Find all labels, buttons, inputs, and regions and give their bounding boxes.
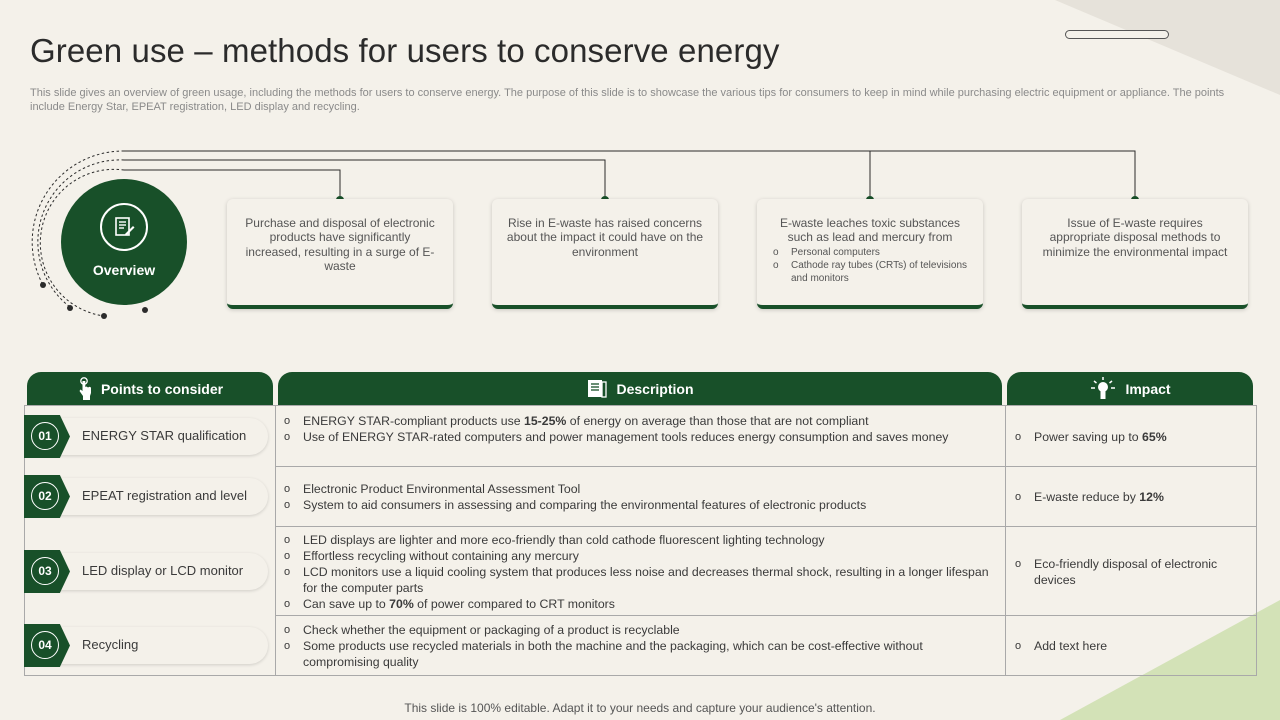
row-label: LED display or LCD monitor [82,563,244,578]
list-item: o ENERGY STAR-compliant products use 15-25% of energy on average than those that are not compliant [284,413,999,429]
overview-box [492,199,718,309]
overview-box-bullets [773,246,969,285]
row-label: Recycling [82,637,139,652]
list-item: o Electronic Product Environmental Assessment Tool [284,481,999,497]
page-title: Green use – methods for users to conserve energy [30,32,780,69]
list-item: o Power saving up to 65% [1015,429,1245,445]
row-description [284,481,999,513]
header-impact-label: Impact [1125,381,1171,397]
list-item: o Check whether the equipment or packaging of a product is recyclable [284,622,999,638]
row-impact [1015,638,1245,654]
row-number: 02 [31,482,59,510]
list-item: o Add text here [1015,638,1245,654]
list-item: o Some products use recycled materials in both the machine and the packaging, which can be cost-effective without compromising quality [284,638,999,670]
header-description-label: Description [616,381,694,397]
document-icon [100,203,148,251]
row-impact [1015,429,1245,445]
lightbulb-icon [1089,376,1117,402]
overview-label: Overview [92,262,156,278]
row-description [284,622,999,670]
list-item: o System to aid consumers in assessing and comparing the environmental features of electronic products [284,497,999,513]
list-item: o E-waste reduce by 12% [1015,489,1245,505]
overview-box-text: Rise in E-waste has raised concerns about the impact it could have on the environment [506,216,704,259]
list-item: o Eco-friendly disposal of electronic devices [1015,556,1245,588]
row-impact [1015,556,1245,588]
row-description [284,413,999,445]
row-number: 03 [31,557,59,585]
row-label: ENERGY STAR qualification [82,428,247,443]
overview-box-text: E-waste leaches toxic substances such as lead and mercury from [779,216,961,245]
list-item: o LCD monitors use a liquid cooling system that produces less noise and decreases thermal shock, resulting in a longer lifespan for the computer parts [284,564,999,596]
row-impact [1015,489,1245,505]
footer-note: This slide is 100% editable. Adapt it to your needs and capture your audience's attention. [404,701,876,715]
row-number: 01 [31,422,59,450]
list-item: o Effortless recycling without containing any mercury [284,548,999,564]
row-number: 04 [31,631,59,659]
list-item: o LED displays are lighter and more eco-friendly than cold cathode fluorescent lighting technology [284,532,999,548]
header-points [27,372,273,406]
overview-box [757,199,983,309]
list-item: o Can save up to 70% of power compared to CRT monitors [284,596,999,612]
page-subtitle: This slide gives an overview of green usage, including the methods for users to conserve energy. The purpose of this slide is to showcase the various tips for consumers to keep in mind while purchasing electric equipment or appliance. The points include Energy Star, EPEAT registration, LED display and recycling. [30,87,1225,113]
header-impact [1007,372,1253,406]
list-item: o Personal computers [773,246,969,259]
hand-touch-icon [77,377,93,401]
row-description [284,532,999,612]
list-item: o Use of ENERGY STAR-rated computers and power management tools reduces energy consumption and saves money [284,429,999,445]
overview-box-text: Purchase and disposal of electronic products have significantly increased, resulting in a surge of E-waste [245,216,435,274]
row-label: EPEAT registration and level [82,488,247,503]
header-description [278,372,1002,406]
header-points-label: Points to consider [100,381,224,397]
list-item: o Cathode ray tubes (CRTs) of televisions and monitors [773,259,969,285]
overview-box-text: Issue of E-waste requires appropriate disposal methods to minimize the environmental impact [1042,216,1228,259]
description-document-icon [586,378,608,400]
overview-box [227,199,453,309]
overview-box [1022,199,1248,309]
